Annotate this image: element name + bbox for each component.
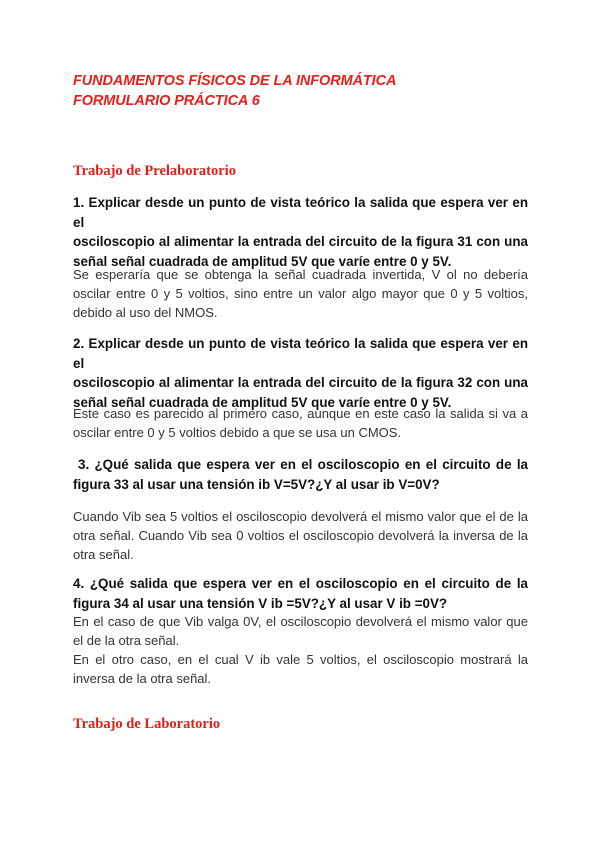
question-4-line-2: figura 34 al usar una tensión V ib =5V?¿Y al usar V ib =0V? <box>73 595 448 611</box>
answer-3-line-1: Cuando Vib sea 5 voltios el osciloscopio devolverá el mismo valor que el de la <box>73 509 528 524</box>
title-line-2: FORMULARIO PRÁCTICA 6 <box>73 93 260 109</box>
section-heading-lab: Trabajo de Laboratorio <box>73 716 221 732</box>
question-1-line-1: 1. Explicar desde un punto de vista teórico la salida que espera ver en el <box>73 195 528 230</box>
question-1 <box>73 193 528 271</box>
answer-1-line-2: oscilar entre 0 y 5 voltios, sino entre un valor algo mayor que 0 y 5 voltios, <box>73 286 528 301</box>
question-1-line-2: osciloscopio al alimentar la entrada del circuito de la figura 31 con una <box>73 234 528 249</box>
question-4-line-1: 4. ¿Qué salida que espera ver en el osciloscopio en el circuito de la <box>73 576 528 591</box>
question-2 <box>73 334 528 412</box>
answer-4-line-3: En el otro caso, en el cual V ib vale 5 voltios, el osciloscopio mostrará la <box>73 652 528 667</box>
question-3 <box>73 455 528 494</box>
question-1-line-3: señal señal cuadrada de amplitud 5V que varíe entre 0 y 5V. <box>73 253 452 269</box>
answer-3 <box>73 507 528 564</box>
section-heading-prelab: Trabajo de Prelaboratorio <box>73 163 236 179</box>
answer-3-line-3: otra señal. <box>73 547 134 562</box>
answer-4-line-1: En el caso de que Vib valga 0V, el osciloscopio devolverá el mismo valor que <box>73 614 528 629</box>
question-2-line-2: osciloscopio al alimentar la entrada del circuito de la figura 32 con una <box>73 375 528 390</box>
answer-4-line-4: inversa de la otra señal. <box>73 671 212 686</box>
question-2-line-3: señal señal cuadrada de amplitud 5V que varíe entre 0 y 5V. <box>73 394 452 410</box>
answer-4 <box>73 612 528 688</box>
answer-2 <box>73 404 528 442</box>
answer-3-line-2: otra señal. Cuando Vib sea 0 voltios el osciloscopio devolverá la inversa de la <box>73 528 528 543</box>
answer-4-line-2: el de la otra señal. <box>73 633 180 648</box>
question-3-line-1: 3. ¿Qué salida que espera ver en el osciloscopio en el circuito de la <box>78 457 528 472</box>
answer-1-line-1: Se esperaría que se obtenga la señal cuadrada invertida, V ol no debería <box>73 267 528 282</box>
question-2-line-1: 2. Explicar desde un punto de vista teórico la salida que espera ver en el <box>73 336 528 371</box>
answer-2-line-2: oscilar entre 0 y 5 voltios debido a que se usa un CMOS. <box>73 425 402 440</box>
answer-2-line-1: Este caso es parecido al primero caso, aunque en este caso la salida si va a <box>73 406 528 421</box>
question-3-line-2: figura 33 al usar una tensión ib V=5V?¿Y al usar ib V=0V? <box>73 476 440 492</box>
title-line-1: FUNDAMENTOS FÍSICOS DE LA INFORMÁTICA <box>73 73 397 89</box>
document-title <box>73 71 528 111</box>
answer-1 <box>73 265 528 322</box>
question-4 <box>73 574 528 613</box>
answer-1-line-3: debido al uso del NMOS. <box>73 305 218 320</box>
